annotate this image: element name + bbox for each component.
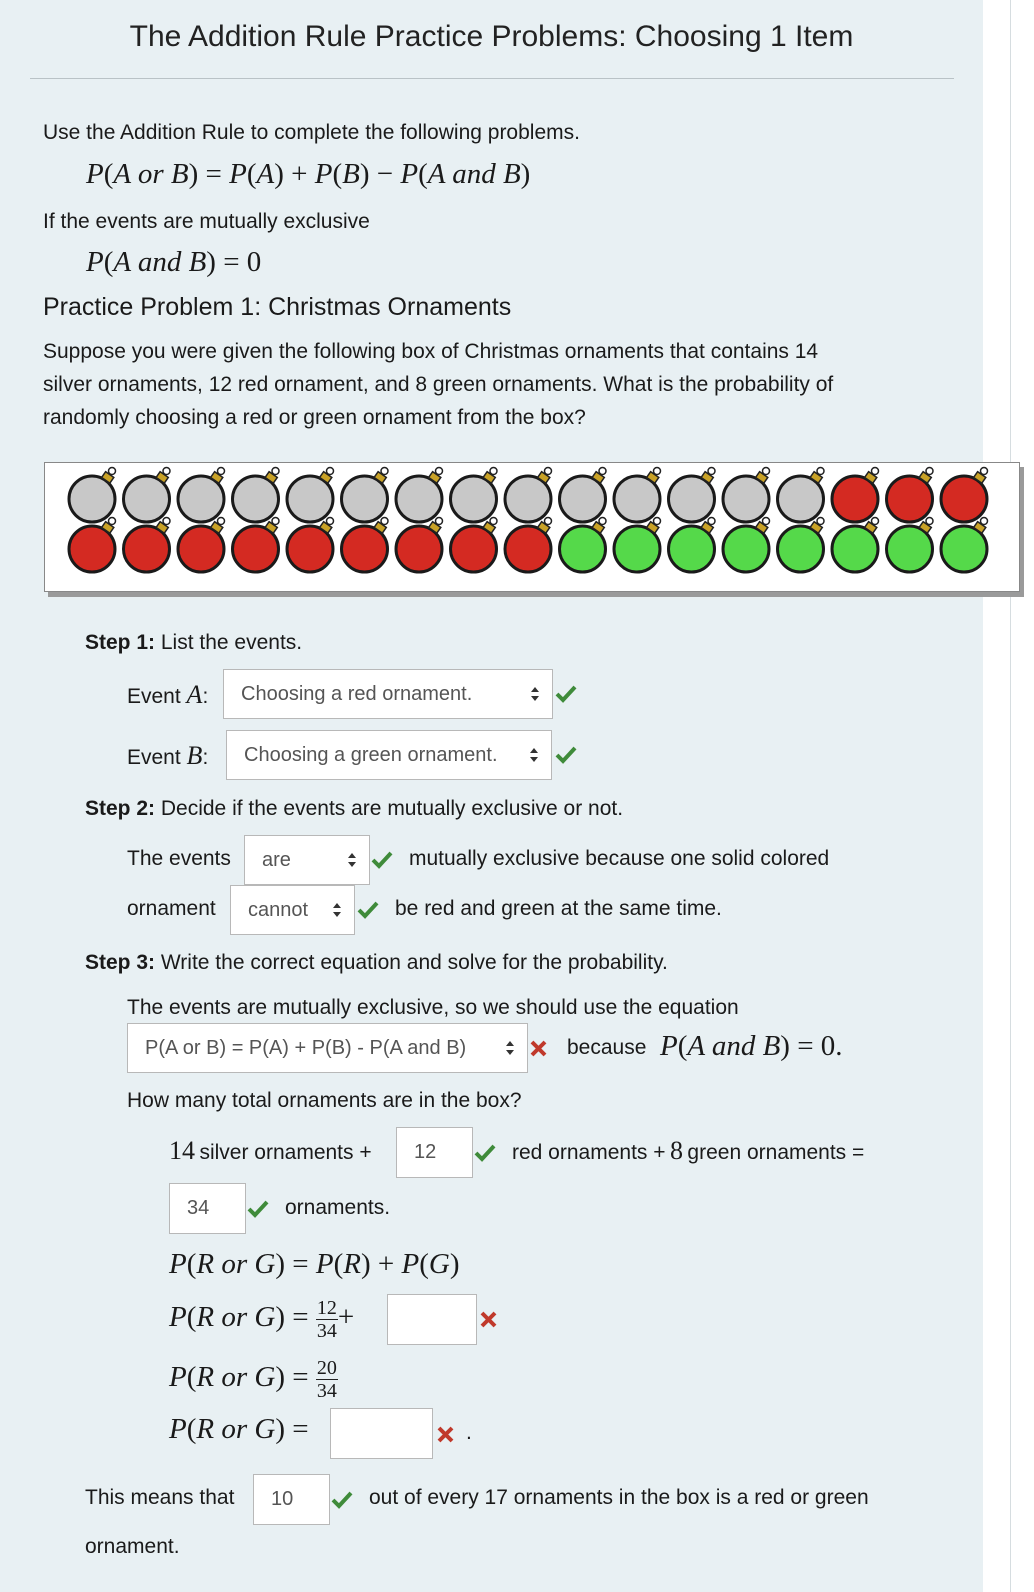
- check-icon: [555, 684, 577, 704]
- meaning-input[interactable]: [253, 1474, 330, 1525]
- problem-text-line-2: silver ornaments, 12 red ornament, and 8 green ornaments. What is the probability of: [43, 373, 834, 396]
- ornament-green: [941, 518, 988, 573]
- prob-equation-4: P(R or G) =: [169, 1413, 309, 1445]
- red-count-value: 12: [414, 1141, 437, 1163]
- event-b-var: B: [186, 741, 203, 770]
- meaning-end: ornament.: [85, 1535, 180, 1558]
- silver-part: silver ornaments +: [199, 1141, 372, 1164]
- ornament-silver: [505, 468, 552, 523]
- cannot-select[interactable]: [230, 885, 355, 935]
- problem-text-line-1: Suppose you were given the following box of Christmas ornaments that contains 14: [43, 340, 819, 363]
- ornament-silver: [124, 468, 171, 523]
- ornament-green: [832, 518, 879, 573]
- ornament-red: [178, 518, 225, 573]
- total-count-value: 34: [187, 1197, 210, 1219]
- cross-icon: [480, 1311, 497, 1328]
- event-b-label: Event B:: [127, 741, 209, 770]
- select-arrows-icon: [347, 852, 357, 868]
- are-select[interactable]: [244, 835, 370, 885]
- step2-text: Decide if the events are mutually exclusive or not.: [160, 797, 624, 820]
- event-b-value: Choosing a green ornament.: [244, 743, 498, 766]
- page-title: The Addition Rule Practice Problems: Choosing 1 Item: [129, 20, 854, 53]
- final-probability-input[interactable]: [330, 1408, 433, 1459]
- ornament-green: [887, 518, 934, 573]
- ornament-silver: [723, 468, 770, 523]
- fraction-20-34: [316, 1358, 338, 1401]
- check-icon: [371, 850, 393, 870]
- fraction-denominator: 34: [316, 1320, 337, 1342]
- prob-equation-3: P(R or G) = $\frac{20}{34}$: [169, 1357, 337, 1402]
- select-arrows-icon: [530, 686, 540, 702]
- scrollbar-track[interactable]: [1010, 0, 1011, 1592]
- check-icon: [357, 900, 379, 920]
- ornament-silver: [560, 468, 607, 523]
- ornament-red: [941, 468, 988, 523]
- step3-heading: [85, 951, 668, 975]
- equation-prompt: The events are mutually exclusive, so we should use the equation: [127, 996, 739, 1019]
- total-suffix: ornaments.: [285, 1196, 391, 1219]
- step3-text: Write the correct equation and solve for the probability.: [160, 951, 668, 974]
- intro-text: Use the Addition Rule to complete the following problems.: [43, 121, 580, 144]
- select-arrows-icon: [529, 747, 539, 763]
- event-a-var: A: [186, 680, 203, 709]
- event-b-select[interactable]: [226, 730, 552, 780]
- green-part: green ornaments =: [687, 1141, 865, 1164]
- check-icon: [247, 1199, 269, 1219]
- red-part: red ornaments +: [512, 1141, 666, 1164]
- equation-value: P(A or B) = P(A) + P(B) - P(A and B): [145, 1036, 467, 1059]
- step1-label: Step 1:: [85, 631, 156, 654]
- total-count-input[interactable]: [169, 1183, 246, 1234]
- silver-number: 14: [169, 1136, 195, 1165]
- silver-count-text: [169, 1136, 372, 1166]
- step2-end-text: be red and green at the same time.: [395, 897, 722, 920]
- ornament-prefix: ornament: [127, 897, 216, 920]
- fraction-numerator: 12: [316, 1297, 337, 1319]
- ornament-red: [124, 518, 171, 573]
- green-number: 8: [669, 1136, 683, 1165]
- cannot-value: cannot: [248, 898, 309, 921]
- problem-text-line-3: randomly choosing a red or green ornament from the box?: [43, 406, 586, 429]
- ornament-red: [396, 518, 443, 573]
- ornament-green: [778, 518, 825, 573]
- cross-icon: [530, 1040, 547, 1057]
- ornament-green: [614, 518, 661, 573]
- event-b-word: Event: [127, 746, 181, 769]
- select-arrows-icon: [332, 902, 342, 918]
- ornament-silver: [669, 468, 716, 523]
- because-formula: P(A and B) = 0.: [660, 1030, 843, 1062]
- ornament-silver: [614, 468, 661, 523]
- ornament-green: [723, 518, 770, 573]
- cross-icon: [437, 1426, 454, 1443]
- ornament-silver: [69, 468, 116, 523]
- ornament-silver: [396, 468, 443, 523]
- step3-label: Step 3:: [85, 951, 156, 974]
- total-question: How many total ornaments are in the box?: [127, 1089, 522, 1112]
- meaning-prefix: This means that: [85, 1486, 235, 1509]
- because-text: because: [567, 1036, 647, 1059]
- end-period: .: [466, 1421, 472, 1444]
- step1-text: List the events.: [160, 631, 303, 654]
- ornament-red: [451, 518, 498, 573]
- prob-equation-1: P(R or G) = P(R) + P(G): [169, 1248, 460, 1280]
- events-prefix: The events: [127, 847, 231, 870]
- ornament-red: [832, 468, 879, 523]
- ornament-red: [887, 468, 934, 523]
- fraction-12-34: [316, 1298, 338, 1341]
- meaning-value: 10: [271, 1488, 294, 1510]
- red-count-input[interactable]: [396, 1127, 473, 1178]
- select-arrows-icon: [505, 1040, 515, 1056]
- ornament-silver: [233, 468, 280, 523]
- ornament-red: [505, 518, 552, 573]
- ornament-grid: [45, 463, 1021, 593]
- equation-select[interactable]: [127, 1023, 528, 1073]
- event-a-value: Choosing a red ornament.: [241, 682, 473, 705]
- event-a-select[interactable]: [223, 669, 553, 719]
- step2-label: Step 2:: [85, 797, 156, 820]
- problem-heading: Practice Problem 1: Christmas Ornaments: [43, 293, 512, 321]
- fraction-numerator: 20: [316, 1357, 337, 1379]
- red-green-text: [512, 1136, 864, 1166]
- check-icon: [555, 745, 577, 765]
- step2-heading: [85, 797, 623, 821]
- ornament-green: [560, 518, 607, 573]
- ornament-red: [69, 518, 116, 573]
- mutually-exclusive-note: If the events are mutually exclusive: [43, 210, 370, 233]
- step2-mid-text: mutually exclusive because one solid colored: [409, 847, 830, 870]
- ornament-green: [669, 518, 716, 573]
- check-icon: [474, 1143, 496, 1163]
- ornament-silver: [451, 468, 498, 523]
- ornament-silver: [778, 468, 825, 523]
- title-divider: [30, 78, 954, 79]
- and-zero-formula: P(A and B) = 0: [86, 246, 262, 278]
- event-a-label: Event A:: [127, 680, 209, 709]
- prob-equation-2: P(R or G) = $\frac{12}{34}$ +: [169, 1297, 355, 1342]
- ornament-silver: [342, 468, 389, 523]
- check-icon: [331, 1490, 353, 1510]
- are-value: are: [262, 848, 291, 871]
- ornament-red: [233, 518, 280, 573]
- ornament-silver: [287, 468, 334, 523]
- addition-rule-formula: P(A or B) = P(A) + P(B) − P(A and B): [86, 158, 531, 190]
- ornament-silver: [178, 468, 225, 523]
- step1-heading: [85, 631, 302, 655]
- meaning-suffix: out of every 17 ornaments in the box is a red or green: [369, 1486, 869, 1509]
- green-fraction-input[interactable]: [387, 1294, 477, 1345]
- event-a-word: Event: [127, 685, 181, 708]
- fraction-denominator: 34: [316, 1380, 337, 1402]
- ornament-box-image: [44, 462, 1020, 592]
- ornament-red: [342, 518, 389, 573]
- ornament-red: [287, 518, 334, 573]
